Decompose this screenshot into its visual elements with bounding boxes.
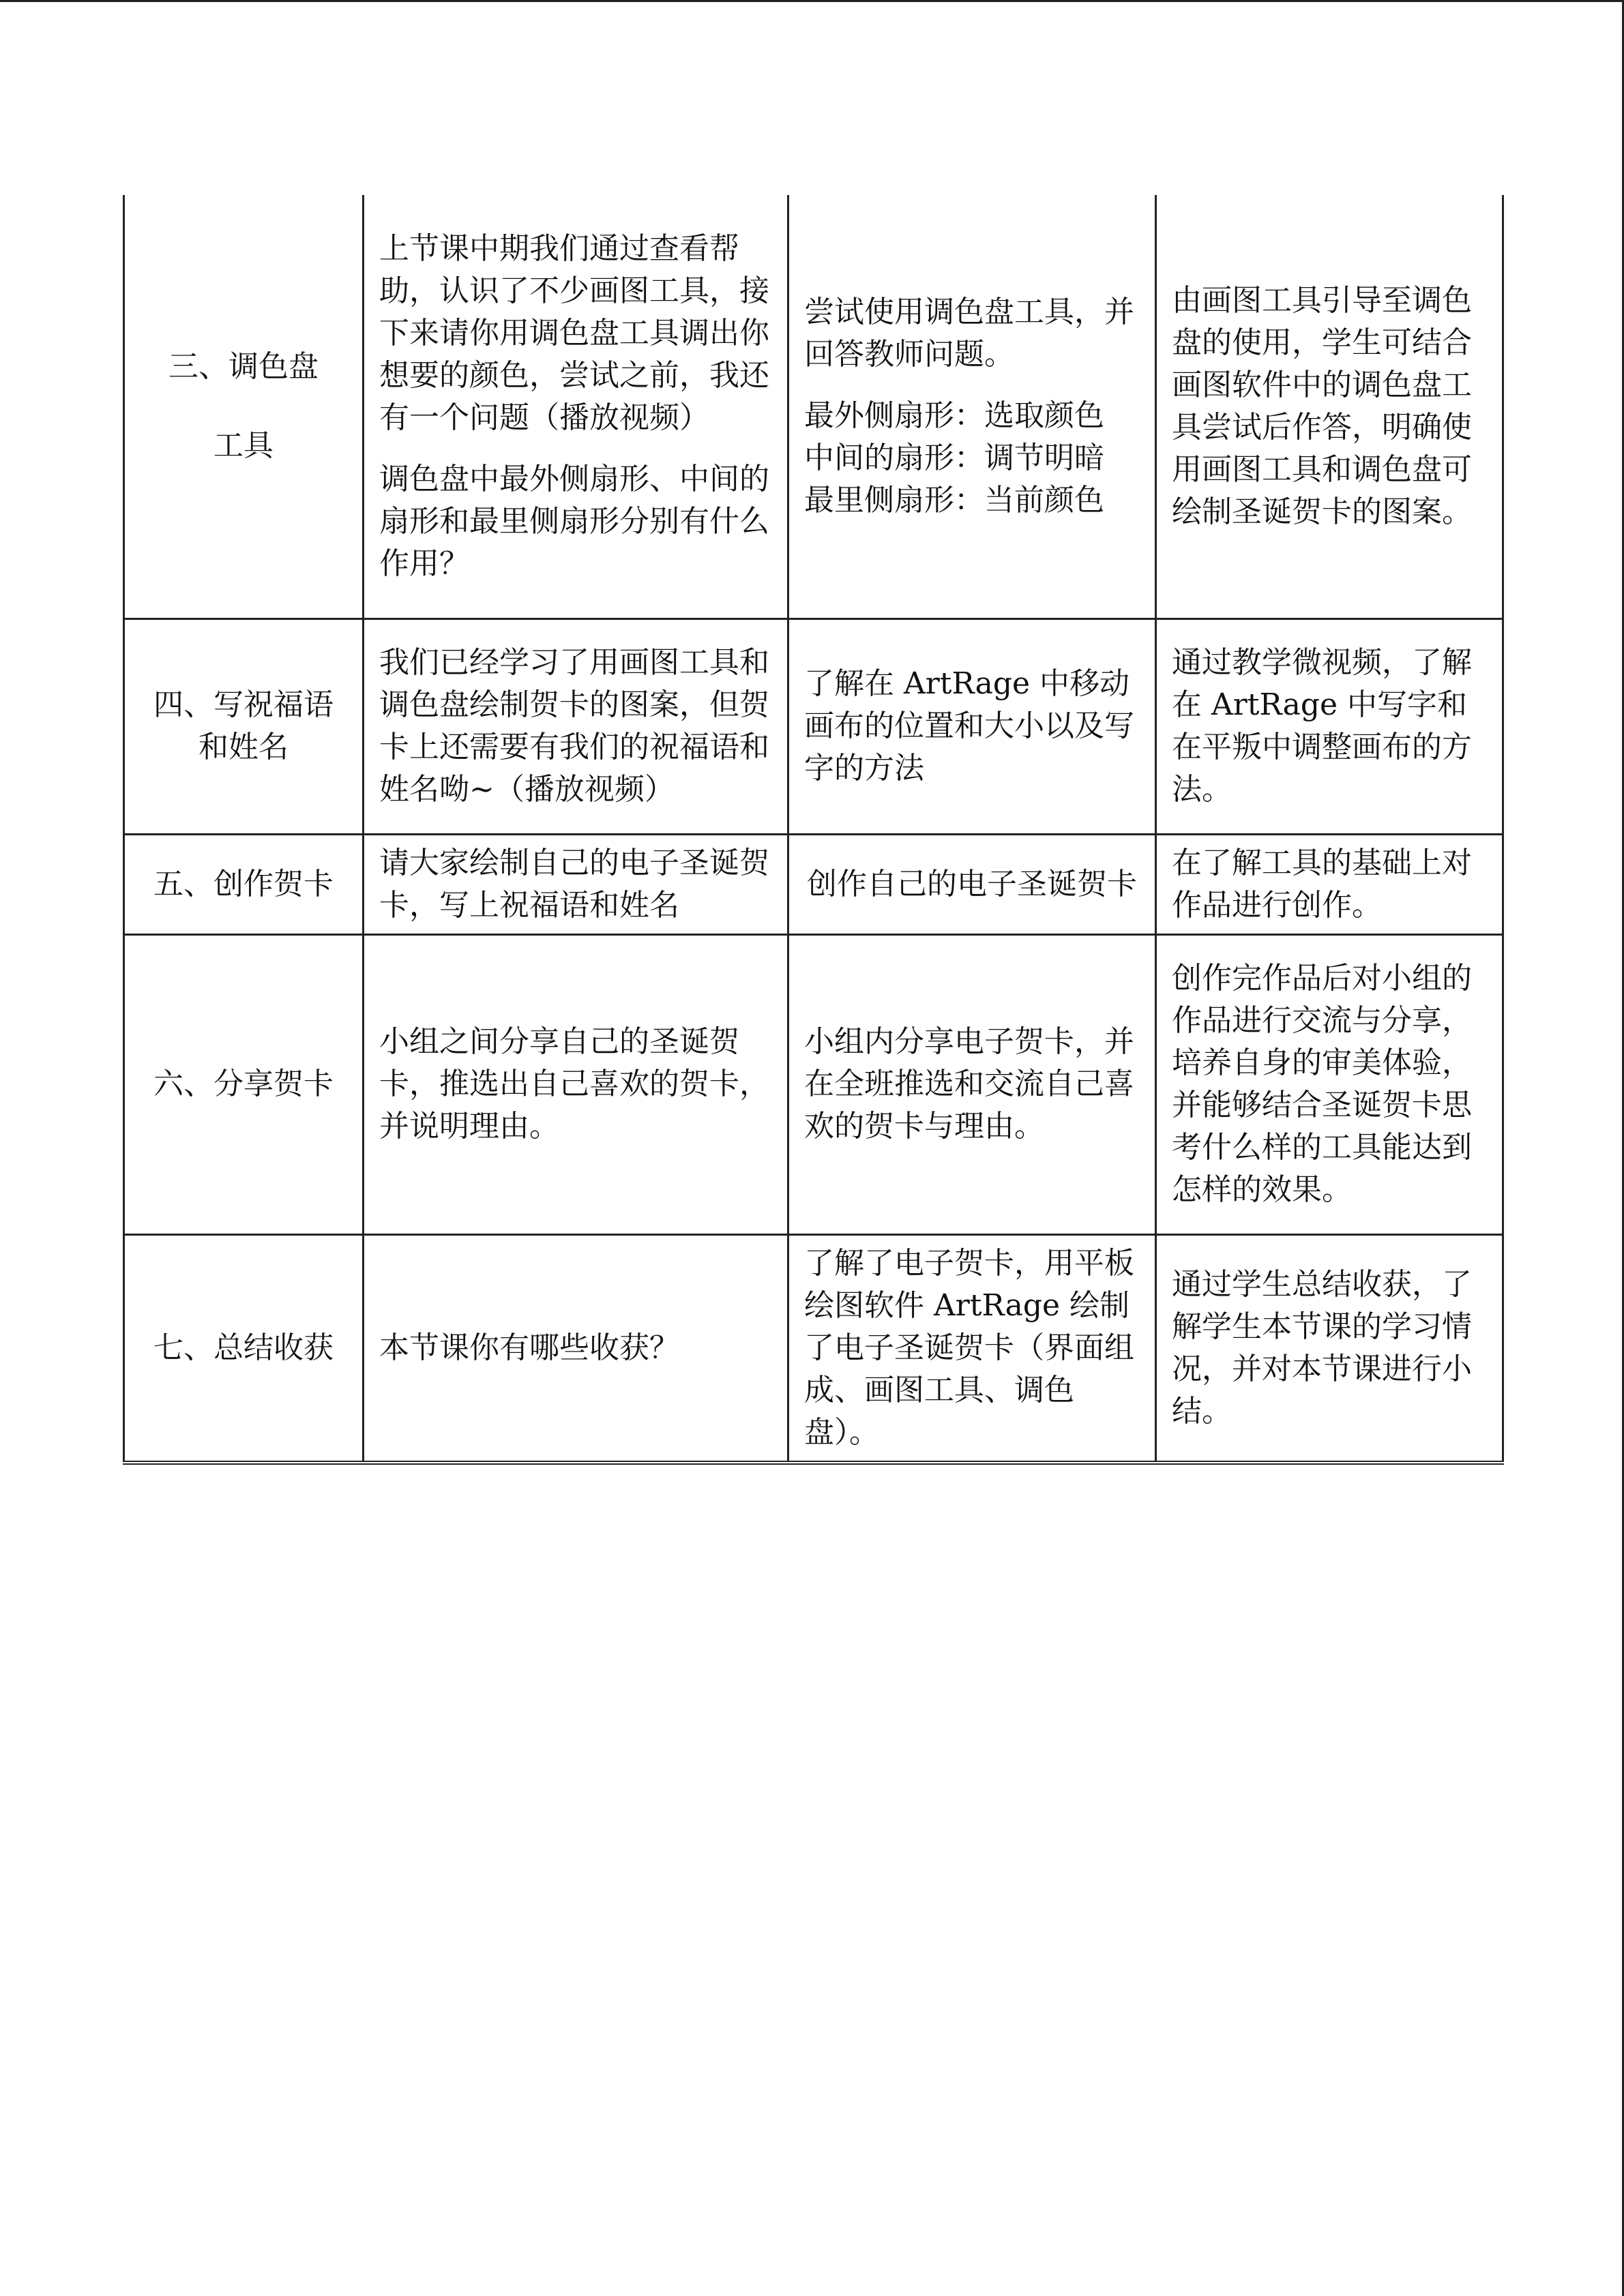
teacher-activity-text: 上节课中期我们通过查看帮助，认识了不少画图工具，接下来请你用调色盘工具调出你想要的颜色，尝试之前，我还有一个问题（播放视频） <box>379 230 769 435</box>
stage-label-line: 工具 <box>213 428 274 463</box>
design-intent-text: 通过教学微视频，了解在 ArtRage 中写字和在平叛中调整画布的方法。 <box>1172 645 1472 807</box>
design-intent-cell <box>1156 195 1503 618</box>
stage-cell <box>124 1234 364 1463</box>
teacher-activity-cell <box>364 1234 788 1463</box>
student-activity-cell <box>788 834 1156 934</box>
teacher-activity-cell <box>364 618 788 834</box>
teacher-activity-cell <box>364 195 788 618</box>
student-activity-cell <box>788 618 1156 834</box>
student-activity-text: 创作自己的电子圣诞贺卡 <box>807 866 1137 901</box>
student-activity-text: 了解了电子贺卡，用平板绘图软件 ArtRage 绘制了电子圣诞贺卡（界面组成、画图工具、调色盘）。 <box>804 1245 1134 1450</box>
student-activity-cell <box>788 1234 1156 1463</box>
design-intent-cell <box>1156 834 1503 934</box>
stage-cell <box>124 934 364 1234</box>
teacher-activity-cell <box>364 934 788 1234</box>
lesson-plan-table <box>123 195 1504 1465</box>
stage-label-line: 七、总结收获 <box>153 1330 334 1365</box>
teacher-activity-text: 调色盘中最外侧扇形、中间的扇形和最里侧扇形分别有什么作用？ <box>379 461 769 581</box>
table-row <box>124 834 1503 934</box>
student-activity-cell <box>788 195 1156 618</box>
stage-cell <box>124 834 364 934</box>
design-intent-text: 在了解工具的基础上对作品进行创作。 <box>1172 845 1472 923</box>
student-activity-text: 尝试使用调色盘工具，并回答教师问题。 <box>804 294 1134 372</box>
design-intent-cell <box>1156 1234 1503 1463</box>
table-row <box>124 195 1503 618</box>
student-activity-text: 了解在 ArtRage 中移动画布的位置和大小以及写字的方法 <box>804 666 1134 786</box>
student-activity-text: 小组内分享电子贺卡，并在全班推选和交流自己喜欢的贺卡与理由。 <box>804 1024 1134 1144</box>
design-intent-text: 创作完作品后对小组的作品进行交流与分享，培养自身的审美体验，并能够结合圣诞贺卡思考什么样的工具能达到怎样的效果。 <box>1172 961 1472 1207</box>
stage-label-line: 三、调色盘 <box>168 348 319 384</box>
teacher-activity-text: 我们已经学习了用画图工具和调色盘绘制贺卡的图案，但贺卡上还需要有我们的祝福语和姓名呦~（播放视频） <box>379 645 769 807</box>
design-intent-cell <box>1156 618 1503 834</box>
teacher-activity-text: 请大家绘制自己的电子圣诞贺卡，写上祝福语和姓名 <box>379 845 769 923</box>
design-intent-text: 由画图工具引导至调色盘的使用，学生可结合画图软件中的调色盘工具尝试后作答，明确使用画图工具和调色盘可绘制圣诞贺卡的图案。 <box>1172 282 1472 529</box>
stage-cell <box>124 618 364 834</box>
stage-label-line: 六、分享贺卡 <box>153 1067 334 1101</box>
design-intent-text: 通过学生总结收获，了解学生本节课的学习情况，并对本节课进行小结。 <box>1172 1266 1472 1429</box>
stage-cell <box>124 195 364 618</box>
teacher-activity-text: 小组之间分享自己的圣诞贺卡，推选出自己喜欢的贺卡，并说明理由。 <box>379 1024 769 1144</box>
stage-label-line: 五、创作贺卡 <box>153 866 334 901</box>
palette-answer-line: 中间的扇形：调节明暗 <box>804 440 1104 475</box>
table-row <box>124 934 1503 1234</box>
palette-answer-line: 最里侧扇形：当前颜色 <box>804 482 1104 518</box>
table-row <box>124 1234 1503 1463</box>
stage-label-line: 四、写祝福语 <box>153 687 334 722</box>
table-row <box>124 618 1503 834</box>
stage-label-line: 和姓名 <box>198 730 289 764</box>
student-activity-cell <box>788 934 1156 1234</box>
teacher-activity-text: 本节课你有哪些收获？ <box>379 1330 679 1365</box>
design-intent-cell <box>1156 934 1503 1234</box>
teacher-activity-cell <box>364 834 788 934</box>
lesson-plan-table-container <box>123 195 1502 1465</box>
palette-answer-line: 最外侧扇形：选取颜色 <box>804 398 1104 433</box>
